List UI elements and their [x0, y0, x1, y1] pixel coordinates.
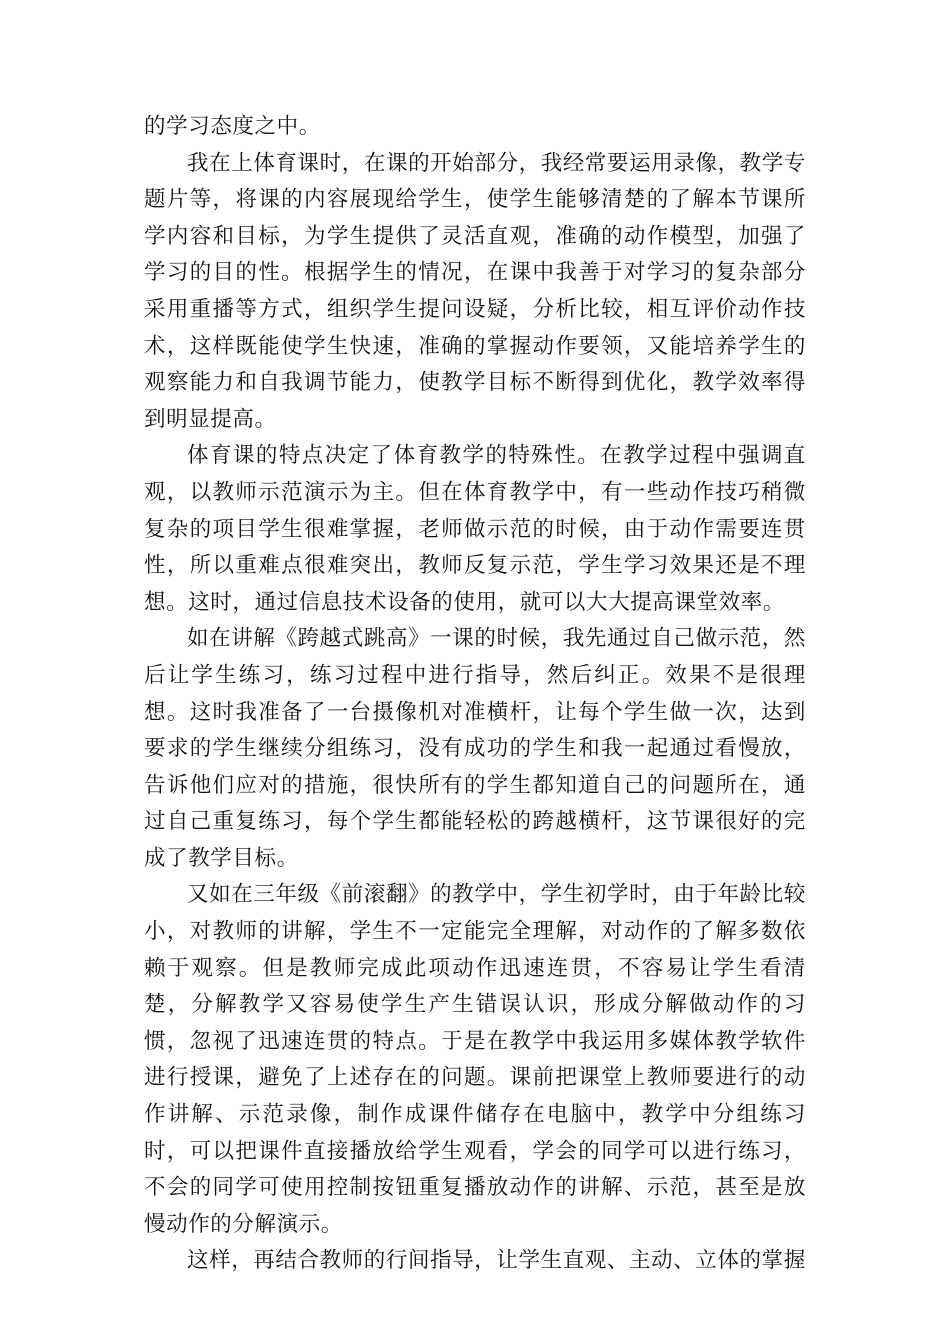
paragraph-pe-characteristics: 体育课的特点决定了体育教学的特殊性。在教学过程中强调直观，以教师示范演示为主。但在体育教学中，有一些动作技巧稍微复杂的项目学生很难掌握，老师做示范的时候，由于动作需要连贯性，所以重难点很难突出，教师反复示范，学生学习效果还是不理想。这时，通过信息技术设备的使用，就可以大大提高课堂效率。 [144, 443, 806, 615]
paragraph-high-jump-example: 如在讲解《跨越式跳高》一课的时候，我先通过自己做示范，然后让学生练习，练习过程中进行指导，然后纠正。效果不是很理想。这时我准备了一台摄像机对准横杆，让每个学生做一次，达到要求的学生继续分组练习，没有成功的学生和我一起通过看慢放，告诉他们应对的措施，很快所有的学生都知道自己的问题所在，通过自己重复练习，每个学生都能轻松的跨越横杆，这节课很好的完成了教学目标。 [144, 626, 806, 871]
paragraph-forward-roll-example: 又如在三年级《前滚翻》的教学中，学生初学时，由于年龄比较小，对教师的讲解，学生不一定能完全理解，对动作的了解多数依赖于观察。但是教师完成此项动作迅速连贯，不容易让学生看清楚，分解教学又容易使学生产生错误认识，形成分解做动作的习惯，忽视了迅速连贯的特点。于是在教学中我运用多媒体教学软件进行授课，避免了上述存在的问题。课前把课堂上教师要进行的动作讲解、示范录像，制作成课件储存在电脑中，教学中分组练习时，可以把课件直接播放给学生观看，学会的同学可以进行练习，不会的同学可使用控制按钮重复播放动作的讲解、示范，甚至是放慢动作的分解演示。 [144, 882, 806, 1237]
document-body [144, 109, 806, 1280]
paragraph-continuation: 的学习态度之中。 [144, 114, 321, 139]
paragraph-video-teaching: 我在上体育课时，在课的开始部分，我经常要运用录像，教学专题片等，将课的内容展现给学生，使学生能够清楚的了解本节课所学内容和目标，为学生提供了灵活直观，准确的动作模型，加强了学习的目的性。根据学生的情况，在课中我善于对学习的复杂部分采用重播等方式，组织学生提问设疑，分析比较，相互评价动作技术，这样既能使学生快速，准确的掌握动作要领，又能培养学生的观察能力和自我调节能力，使教学目标不断得到优化，教学效率得到明显提高。 [144, 150, 806, 432]
paragraph-conclusion-start: 这样，再结合教师的行间指导，让学生直观、主动、立体的掌握 [187, 1248, 806, 1274]
